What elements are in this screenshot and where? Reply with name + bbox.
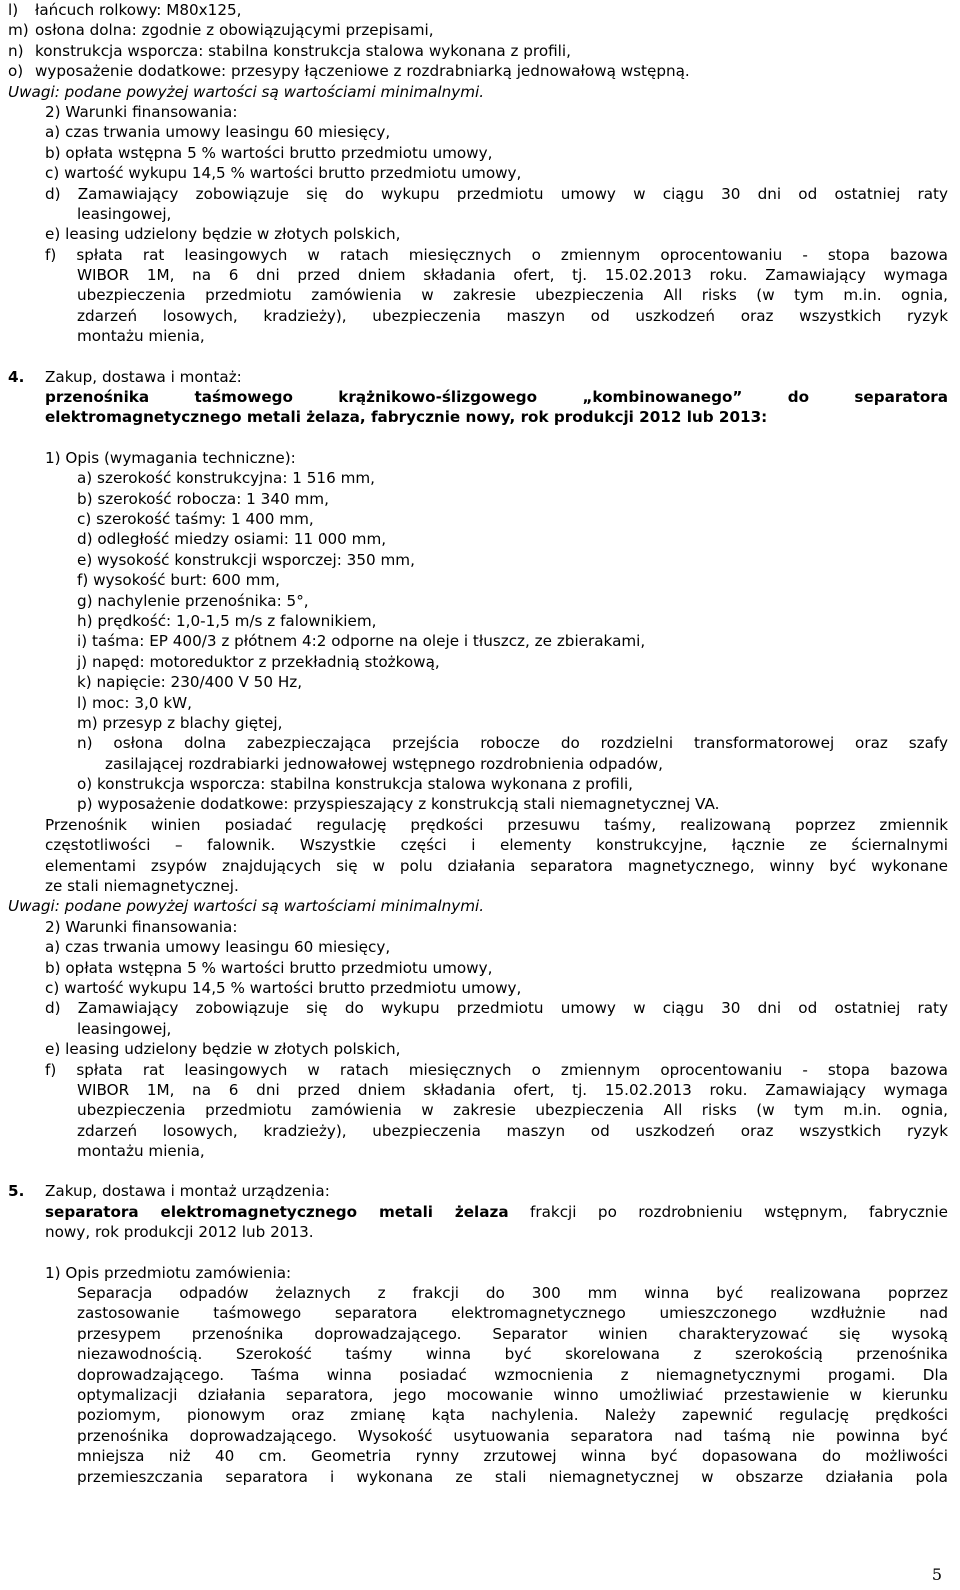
note: Uwagi: podane powyżej wartości są wartościami minimalnymi. xyxy=(8,82,485,101)
section-heading xyxy=(8,1181,948,1201)
subject-title-cont xyxy=(8,407,948,427)
financing-item-cont: WIBOR 1M, na 6 dni przed dniem składania ofert, tj. 15.02.2013 roku. Zamawiający wymaga xyxy=(77,266,948,285)
financing-item-cont: montażu mienia, xyxy=(77,327,205,346)
financing-item-cont: zdarzeń losowych, kradzieży), ubezpieczenia maszyn od uszkodzeń oraz wszystkich ryzyk xyxy=(77,1121,948,1140)
spec-item: e) wysokość konstrukcji wsporczej: 350 mm, xyxy=(77,550,415,569)
subject-title-bold: separatora elektromagnetycznego metali żelaza xyxy=(45,1202,509,1221)
financing-item: c) wartość wykupu 14,5 % wartości brutto przedmiotu umowy, xyxy=(45,164,522,183)
financing-item-cont: ubezpieczenia przedmiotu zamówienia w zakresie ubezpieczenia All risks (w tym m.in. ognia, xyxy=(77,286,948,305)
list-label: n) xyxy=(8,41,24,60)
list-label: o) xyxy=(8,62,24,81)
section-title: Zakup, dostawa i montaż: xyxy=(45,367,242,386)
paragraph-line: optymalizacji działania separatora, jego mocowanie winno umożliwiać przestawienie w kierunku xyxy=(77,1386,948,1404)
subject-title-rest: frakcji po rozdrobnieniu wstępnym, fabrycznie xyxy=(508,1202,948,1221)
subject-title-bold: elektromagnetycznego metali żelaza, xyxy=(45,408,366,427)
list-text: łańcuch rolkowy: M80x125, xyxy=(35,1,242,19)
spec-item: p) wyposażenie dodatkowe: przyspieszający z konstrukcją stali niemagnetycznej VA. xyxy=(77,795,720,814)
financing-item: f) spłata rat leasingowych w ratach miesięcznych o zmiennym oprocentowaniu - stopa bazowa xyxy=(45,1060,948,1079)
financing-item: f) spłata rat leasingowych w ratach miesięcznych o zmiennym oprocentowaniu - stopa bazowa xyxy=(45,245,948,264)
paragraph-line: doprowadzającego. Taśma winna posiadać wzmocnienia z niemagnetycznymi progami. Dla xyxy=(77,1365,948,1384)
spec-item: k) napięcie: 230/400 V 50 Hz, xyxy=(77,673,303,692)
list-text: konstrukcja wsporcza: stabilna konstrukcja stalowa wykonana z profili, xyxy=(35,41,571,60)
financing-item: e) leasing udzielony będzie w złotych polskich, xyxy=(45,1040,401,1059)
paragraph-line: częstotliwości – falownik. Wszystkie części i elementy konstrukcyjne, łącznie ze ściernalnymi xyxy=(45,836,948,855)
paragraph-line: zastosowanie taśmowego separatora elektromagnetycznego umieszczonego wzdłużnie nad xyxy=(77,1304,948,1323)
spec-item: i) taśma: EP 400/3 z płótnem 4:2 odporne na oleje i tłuszcz, ze zbierakami, xyxy=(77,632,646,651)
spec-item: o) konstrukcja wsporcza: stabilna konstrukcja stalowa wykonana z profili, xyxy=(77,775,633,794)
paragraph-line: przenośnika doprowadzającego. Wysokość usytuowania separatora nad taśmą nie powinna być xyxy=(77,1426,948,1445)
description-heading: 1) Opis przedmiotu zamówienia: xyxy=(45,1263,292,1282)
paragraph-line: Separacja odpadów żelaznych z frakcji do 300 mm winna być realizowana poprzez xyxy=(77,1284,948,1303)
section-heading xyxy=(8,367,948,387)
spec-item: n) osłona dolna zabezpieczająca przejścia robocze do rozdzielni transformatorowej oraz szafy xyxy=(77,734,948,753)
financing-item-cont: WIBOR 1M, na 6 dni przed dniem składania ofert, tj. 15.02.2013 roku. Zamawiający wymaga xyxy=(77,1080,948,1099)
financing-item: d) Zamawiający zobowiązuje się do wykupu przedmiotu umowy w ciągu 30 dni od ostatniej raty xyxy=(45,999,948,1018)
paragraph-line: przemieszczania separatora i wykonana ze stali niemagnetycznej w obszarze działania pola xyxy=(77,1467,948,1486)
list-item xyxy=(8,20,948,40)
list-label: l) xyxy=(8,1,19,19)
spec-item: m) przesyp z blachy giętej, xyxy=(77,713,283,732)
spec-item: c) szerokość taśmy: 1 400 mm, xyxy=(77,509,314,528)
document-page xyxy=(8,0,948,1487)
paragraph-line: ze stali niemagnetycznej. xyxy=(45,877,239,896)
paragraph-line: poziomym, pionowym oraz zmianę kąta nachylenia. Należy zapewnić regulację prędkości xyxy=(77,1406,948,1425)
financing-item: d) Zamawiający zobowiązuje się do wykupu przedmiotu umowy w ciągu 30 dni od ostatniej raty xyxy=(45,184,948,203)
paragraph-line: mniejsza niż 40 cm. Geometria rynny zrzutowej winna być dopasowana do możliwości xyxy=(77,1447,948,1466)
paragraph-line: elementami zsypów znajdujących się w polu działania separatora magnetycznego, winny być wykonane xyxy=(45,856,948,875)
spec-item: b) szerokość robocza: 1 340 mm, xyxy=(77,489,329,508)
financing-heading: 2) Warunki finansowania: xyxy=(45,102,238,121)
section-number: 4. xyxy=(8,367,25,386)
financing-item-cont: ubezpieczenia przedmiotu zamówienia w zakresie ubezpieczenia All risks (w tym m.in. ognia, xyxy=(77,1101,948,1120)
subject-title xyxy=(8,1202,948,1222)
paragraph-line: Przenośnik winien posiadać regulację prędkości przesuwu taśmy, realizowaną poprzez zmiennik xyxy=(45,815,948,834)
financing-item: c) wartość wykupu 14,5 % wartości brutto przedmiotu umowy, xyxy=(45,978,522,997)
section-number: 5. xyxy=(8,1182,25,1201)
list-label: m) xyxy=(8,21,29,40)
financing-item-cont: leasingowej, xyxy=(77,1019,172,1038)
spec-item: d) odległość miedzy osiami: 11 000 mm, xyxy=(77,530,387,549)
financing-item: b) opłata wstępna 5 % wartości brutto przedmiotu umowy, xyxy=(45,143,493,162)
list-text: osłona dolna: zgodnie z obowiązującymi przepisami, xyxy=(35,21,434,40)
financing-item-cont: leasingowej, xyxy=(77,204,172,223)
spec-heading: 1) Opis (wymagania techniczne): xyxy=(45,448,296,467)
financing-item-cont: zdarzeń losowych, kradzieży), ubezpieczenia maszyn od uszkodzeń oraz wszystkich ryzyk xyxy=(77,306,948,325)
spec-item: g) nachylenie przenośnika: 5°, xyxy=(77,591,309,610)
financing-item-cont: montażu mienia, xyxy=(77,1142,205,1161)
financing-heading: 2) Warunki finansowania: xyxy=(45,917,238,936)
spec-item: h) prędkość: 1,0-1,5 m/s z falownikiem, xyxy=(77,611,377,630)
spec-item-cont: zasilającej rozdrabiarki jednowałowej wstępnego rozdrobnienia odpadów, xyxy=(105,754,663,773)
subject-title: przenośnika taśmowego krążnikowo-ślizgowego „kombinowanego” do separatora xyxy=(45,388,948,407)
list-item xyxy=(8,0,948,20)
section-title: Zakup, dostawa i montaż urządzenia: xyxy=(45,1182,330,1201)
financing-item: e) leasing udzielony będzie w złotych polskich, xyxy=(45,225,401,244)
paragraph-line: niezawodnością. Szerokość taśmy winna być skorelowana z szerokością przenośnika xyxy=(77,1345,948,1364)
subject-title-rest: fabrycznie nowy, rok produkcji 2012 lub 2013: xyxy=(365,408,768,427)
list-text: wyposażenie dodatkowe: przesypy łączeniowe z rozdrabniarką jednowałową wstępną. xyxy=(35,62,690,81)
note: Uwagi: podane powyżej wartości są wartościami minimalnymi. xyxy=(8,897,485,916)
financing-item: a) czas trwania umowy leasingu 60 miesięcy, xyxy=(45,938,391,957)
financing-item: b) opłata wstępna 5 % wartości brutto przedmiotu umowy, xyxy=(45,958,493,977)
list-item xyxy=(8,41,948,61)
list-item xyxy=(8,61,948,81)
spec-item: j) napęd: motoreduktor z przekładnią stożkową, xyxy=(77,652,440,671)
spec-item: f) wysokość burt: 600 mm, xyxy=(77,571,280,590)
page-number: 5 xyxy=(931,1565,942,1584)
spec-item: a) szerokość konstrukcyjna: 1 516 mm, xyxy=(77,469,375,488)
paragraph-line: przesypem przenośnika doprowadzającego. Separator winien charakteryzować się wysoką xyxy=(77,1324,948,1343)
spec-item: l) moc: 3,0 kW, xyxy=(77,693,192,712)
financing-item: a) czas trwania umowy leasingu 60 miesięcy, xyxy=(45,123,391,142)
subject-title-cont: nowy, rok produkcji 2012 lub 2013. xyxy=(45,1223,314,1242)
